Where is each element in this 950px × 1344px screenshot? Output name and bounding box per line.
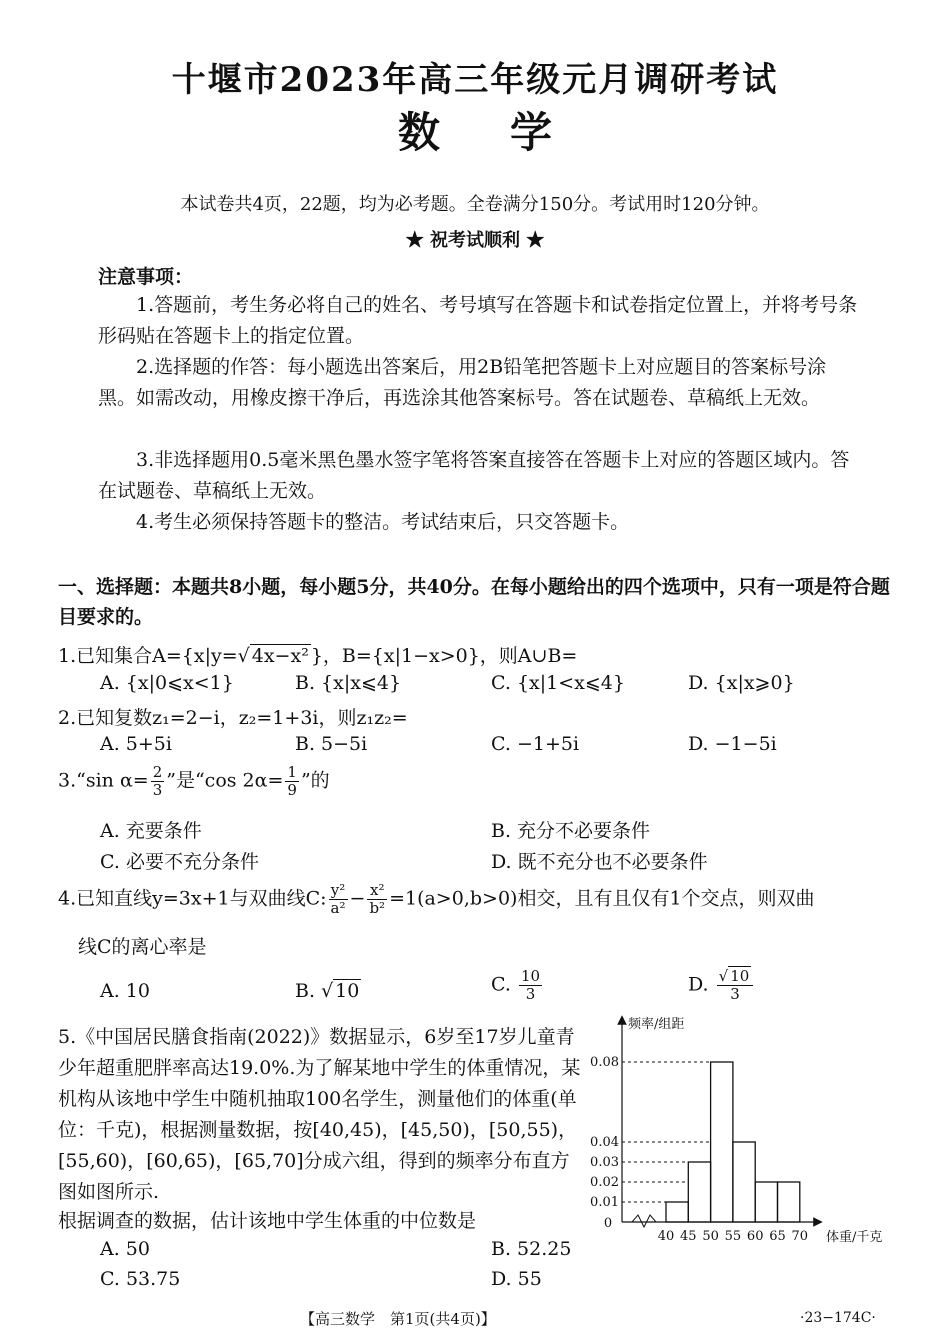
section-heading: 一、选择题：本题共8小题，每小题5分，共40分。在每小题给出的四个选项中，只有一项是符合题目要求的。: [58, 576, 890, 628]
frequency-histogram: [586, 1012, 906, 1252]
fraction: $\frac{\text{x²}}{\text{b²}}$: [369, 881, 386, 917]
q1-option-c: C. {x|1<x⩽4}: [491, 672, 625, 694]
origin-label: 0: [603, 1216, 613, 1231]
axis-break-icon: [632, 1215, 656, 1227]
q3-option-c: C. 必要不充分条件: [100, 851, 259, 873]
page-footer: 【高三数学 第1页(共4页)】: [300, 1310, 496, 1328]
q3-option-d: D. 既不充分也不必要条件: [491, 851, 708, 873]
exam-title: 十堰市2023年高三年级元月调研考试: [171, 60, 779, 100]
q4-option-d: D. $\frac{√ 10}{3}$: [688, 968, 755, 1003]
q1-option-d: D. {x|x⩾0}: [688, 672, 795, 694]
question-4-stem: 4.已知直线y=3x+1与双曲线C: $\frac{\text{y²}}{\text{a²}}$ − $\frac{\text{x²}}{\text{b²}}$ =1(a>0,b>0)相交，且有且仅有1个交点，则双曲: [58, 881, 815, 917]
q1-option-b: B. {x|x⩽4}: [295, 672, 402, 694]
q4-option-a: A. 10: [100, 980, 150, 1002]
question-2-stem: 2.已知复数z₁=2−i，z₂=1+3i，则z₁z₂=: [58, 707, 408, 729]
x-tick-label: 60: [746, 1229, 764, 1244]
q2-option-b: B. 5−5i: [295, 733, 368, 755]
fraction: $\frac{1}{9}$: [287, 763, 297, 799]
y-axis-label: 频率/组距: [628, 1017, 685, 1032]
q4-option-c: C. $\frac{10}{3}$: [491, 967, 541, 1003]
exam-code: ·23−174C·: [800, 1310, 876, 1326]
histogram-bar: [778, 1182, 800, 1222]
x-tick-label: 65: [769, 1229, 786, 1244]
histogram-bar: [733, 1142, 755, 1222]
q2-option-c: C. −1+5i: [491, 733, 580, 755]
x-tick-label: 50: [702, 1229, 719, 1244]
q5-option-c: C. 53.75: [100, 1268, 181, 1290]
histogram-bar: [711, 1062, 733, 1222]
q1-option-a: A. {x|0⩽x<1}: [100, 672, 234, 694]
histogram-bar: [755, 1182, 777, 1222]
question-1-stem: 1.已知集合A={x|y=√ 4x−x² }，B={x|1−x>0}，则A∪B=: [58, 645, 578, 667]
note-item: 2.选择题的作答：每小题选出答案后，用2B铅笔把答题卡上对应题目的答案标号涂黑。如需改动，用橡皮擦干净后，再选涂其他答案标号。答在试题卷、草稿纸上无效。: [98, 356, 827, 409]
q5-option-d: D. 55: [491, 1268, 542, 1290]
fraction: $\frac{\text{y²}}{\text{a²}}$: [330, 881, 346, 917]
question-5-ask: 根据调查的数据，估计该地中学生体重的中位数是: [58, 1210, 477, 1232]
y-tick-label: 0.03: [590, 1155, 619, 1170]
x-tick-label: 40: [657, 1229, 675, 1244]
histogram-bar: [688, 1162, 710, 1222]
y-tick-label: 0.01: [590, 1195, 619, 1210]
q2-option-d: D. −1−5i: [688, 733, 777, 755]
x-tick-label: 70: [791, 1229, 809, 1244]
exam-intro: 本试卷共4页，22题，均为必考题。全卷满分150分。考试用时120分钟。: [180, 194, 770, 215]
fraction: $\frac{2}{3}$: [152, 763, 163, 799]
q3-option-b: B. 充分不必要条件: [491, 820, 651, 842]
note-item: 4.考生必须保持答题卡的整洁。考试结束后，只交答题卡。: [136, 511, 630, 533]
good-luck-banner: ★ 祝考试顺利 ★: [405, 230, 545, 251]
question-4-stem-line2: 线C的离心率是: [78, 936, 207, 958]
subject-title: 数学: [397, 108, 622, 157]
question-5-stem: 5.《中国居民膳食指南(2022)》数据显示，6岁至17岁儿童青少年超重肥胖率高达19.0%.为了解某地中学生的体重情况，某机构从该地中学生中随机抽取100名学生，测量他们的体重(单位：千克)，根据测量数据，按[40,45)，[45,50)，[50,55)，[55,60)，[60,65)，[65,70]分成六组，得到的频率分布直方图如图所示.: [58, 1026, 581, 1203]
fraction: $\frac{10}{3}$: [520, 967, 541, 1003]
notes-heading: 注意事项：: [98, 266, 194, 288]
note-item: 3.非选择题用0.5毫米黑色墨水签字笔将答案直接答在答题卡上对应的答题区域内。答在试题卷、草稿纸上无效。: [98, 449, 850, 502]
q5-option-a: A. 50: [100, 1238, 150, 1260]
q4-option-b: B. √ 10: [295, 980, 360, 1002]
y-tick-label: 0.02: [590, 1175, 619, 1190]
q5-option-b: B. 52.25: [491, 1238, 572, 1260]
note-item: 1.答题前，考生务必将自己的姓名、考号填写在答题卡和试卷指定位置上，并将考号条形码贴在答题卡上的指定位置。: [98, 294, 858, 347]
y-tick-label: 0.08: [590, 1055, 619, 1070]
y-tick-label: 0.04: [590, 1135, 619, 1150]
q2-option-a: A. 5+5i: [100, 733, 172, 755]
histogram-bar: [666, 1202, 688, 1222]
fraction: $\frac{√ 10}{3}$: [717, 968, 754, 1003]
x-axis-label: 体重/千克: [826, 1230, 883, 1245]
question-3-stem: 3.“sin α= $\frac{2}{3}$ ”是“cos 2α= $\frac{1}{9}$ ”的: [58, 763, 330, 799]
q3-option-a: A. 充要条件: [100, 820, 202, 842]
x-tick-label: 55: [724, 1229, 742, 1244]
x-tick-label: 45: [680, 1229, 697, 1244]
